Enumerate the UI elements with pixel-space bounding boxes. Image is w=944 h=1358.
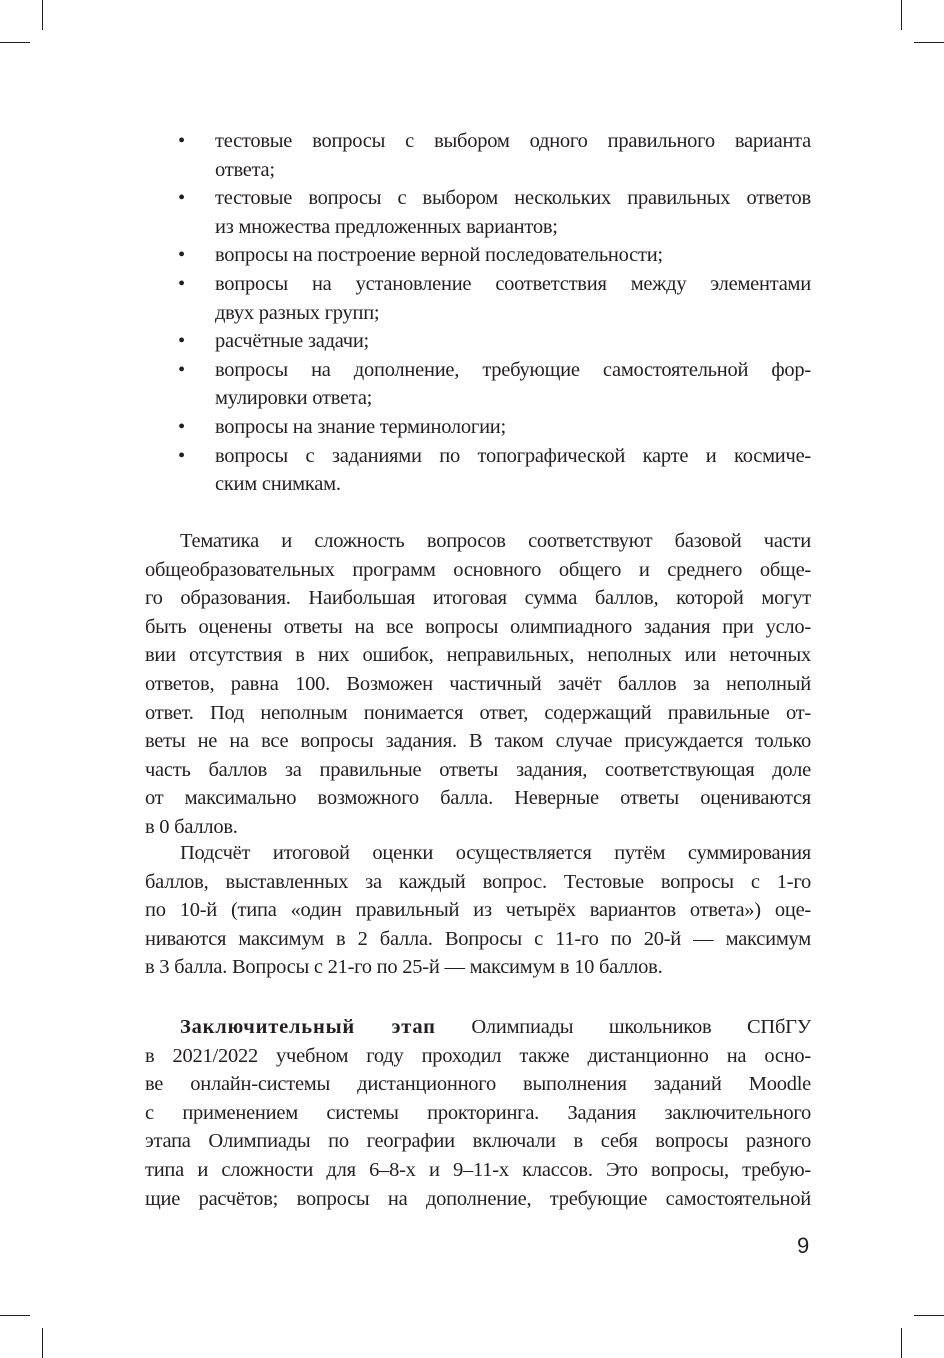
text-line: этапа Олимпиады по географии включали в себя вопросы разного [145,1130,811,1153]
text-line: вии отсутствия в них ошибок, неправильных, неполных или неточных [145,644,811,667]
text-line: общеобразовательных программ основного общего и среднего обще- [145,558,811,581]
text-line: вопросы на установление соответствия между элементами [215,272,811,295]
paragraph-scoring [145,839,811,982]
text-line: Подсчёт итоговой оценки осуществляется путём суммирования [180,842,811,864]
text-line: от максимально возможного балла. Неверные ответы оцениваются [145,787,811,810]
list-item [145,356,811,413]
bullet-icon: • [178,415,185,438]
bullet-icon: • [178,272,185,295]
question-types-list [145,127,811,499]
text-line: Тематика и сложность вопросов соответствуют базовой части [180,530,811,552]
text-line: вопросы на дополнение, требующие самостоятельной фор- [215,358,811,381]
crop-mark [42,0,43,30]
text-line: типа и сложности для 6–8-х и 9–11-х классов. Это вопросы, требую- [145,1158,811,1181]
text-line: часть баллов за правильные ответы задания, соответствующая доле [145,758,811,781]
bullet-icon: • [178,358,185,381]
crop-mark [0,1315,30,1316]
crop-mark [914,1315,944,1316]
text-line: в 2021/2022 учебном году проходил также дистанционно на осно- [145,1044,811,1067]
text-line: Заключительный этап Олимпиады школьников СПбГУ [180,1016,811,1038]
crop-mark [42,1328,43,1358]
text-line: го образования. Наибольшая итоговая сумма баллов, которой могут [145,587,811,610]
text-line: расчётные задачи; [215,330,370,353]
list-item [145,184,811,241]
text-line: ве онлайн-системы дистанционного выполнения заданий Moodle [145,1073,811,1096]
bullet-icon: • [178,330,185,353]
list-item [145,270,811,327]
paragraph-topics [145,527,811,842]
text-line: быть оценены ответы на все вопросы олимпиадного задания при усло- [145,615,811,638]
bullet-icon: • [178,187,185,210]
list-item [145,442,811,499]
paragraph-final-stage [145,1013,811,1213]
text-line: тестовые вопросы с выбором одного правильного варианта [215,130,811,152]
text-line: ответов, равна 100. Возможен частичный зачёт баллов за неполный [145,672,811,695]
text-line: двух разных групп; [215,301,380,324]
text-line: баллов, выставленных за каждый вопрос. Тестовые вопросы с 1-го [145,870,811,893]
text-line: по 10-й (типа «один правильный из четырёх вариантов ответа») оце- [145,899,811,922]
text-line: в 0 баллов. [145,815,238,838]
text-line: вопросы на построение верной последовательности; [215,244,663,267]
crop-mark [901,0,902,30]
text-line: тестовые вопросы с выбором нескольких правильных ответов [215,187,811,210]
text-line: ответа; [215,158,275,181]
text-line: щие расчётов; вопросы на дополнение, требующие самостоятельной [145,1187,811,1210]
text-line: из множества предложенных вариантов; [215,215,558,238]
text-line: ответ. Под неполным понимается ответ, содержащий правильные от- [145,701,811,724]
crop-mark [0,42,30,43]
text-line: вопросы с заданиями по топографической карте и космиче- [215,444,811,467]
list-item [145,327,811,356]
text-line: ским снимкам. [215,473,341,496]
crop-mark [901,1328,902,1358]
crop-mark [914,42,944,43]
text-line: мулировки ответа; [215,387,373,410]
text-line: ниваются максимум в 2 балла. Вопросы с 11-го по 20-й — максимум [145,927,811,950]
text-line: с применением системы прокторинга. Задания заключительного [145,1101,811,1124]
bullet-icon: • [178,444,185,467]
list-item [145,127,811,184]
list-item [145,241,811,270]
bullet-icon: • [178,130,185,152]
list-item [145,413,811,442]
page-number: 9 [797,1233,810,1258]
bullet-icon: • [178,244,185,267]
bold-lead: Заключительный этап [180,1016,436,1038]
text-line: в 3 балла. Вопросы с 21-го по 25-й — максимум в 10 баллов. [145,956,663,979]
text-line: вопросы на знание терминологии; [215,415,506,438]
text-line: веты не на все вопросы задания. В таком случае присуждается только [145,730,811,753]
